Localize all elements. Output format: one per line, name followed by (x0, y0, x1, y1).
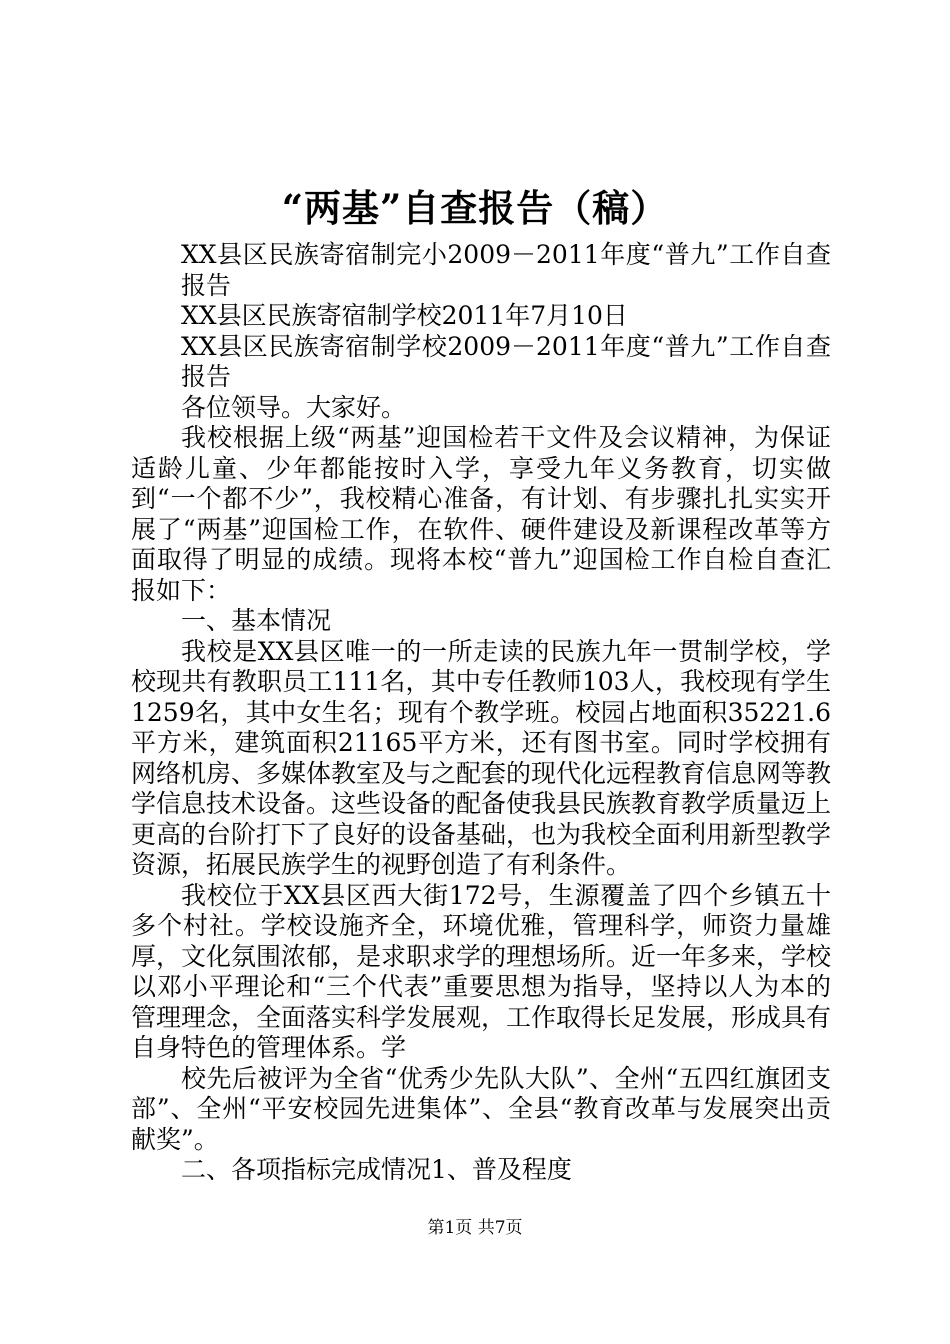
paragraph-school-location: 我校位于XX县区西大街172号，生源覆盖了四个乡镇五十多个村社。学校设施齐全，环境优雅，管理科学，师资力量雄厚，文化氛围浓郁，是求职求学的理想场所。近一年多来，学校以邓小平理论和“三个代表”重要思想为指导，坚持以人为本的管理理念，全面落实科学发展观，工作取得长足发展，形成具有自身特色的管理体系。学 (131, 880, 832, 1062)
header-line-3: XX县区民族寄宿制学校2009－2011年度“普九”工作自查报告 (181, 331, 831, 391)
section-heading-basic-info: 一、基本情况 (181, 606, 332, 635)
document-title: “两基”自查报告（稿） (281, 186, 669, 230)
page-footer: 第1页 共7页 (427, 1218, 523, 1238)
header-line-2: XX县区民族寄宿制学校2011年7月10日 (181, 301, 628, 330)
header-line-1: XX县区民族寄宿制完小2009－2011年度“普九”工作自查报告 (181, 240, 831, 300)
paragraph-school-overview: 我校是XX县区唯一的一所走读的民族九年一贯制学校，学校现共有教职员工111名，其中专任教师103人，我校现有学生1259名，其中女生名；现有个教学班。校园占地面积35221.6平方米，建筑面积21165平方米，还有图书室。同时学校拥有网络机房、多媒体教室及与之配套的现代化远程教育信息网等教学信息技术设备。这些设备的配备使我县民族教育教学质量迈上更高的台阶打下了良好的设备基础，也为我校全面利用新型教学资源，拓展民族学生的视野创造了有利条件。 (131, 636, 832, 879)
greeting-line: 各位领导。大家好。 (181, 392, 407, 422)
section-heading-indicators: 二、各项指标完成情况1、普及程度 (181, 1155, 572, 1184)
document-body (131, 240, 831, 1186)
paragraph-awards: 校先后被评为全省“优秀少先队大队”、全州“五四红旗团支部”、全州“平安校园先进集体”、全县“教育改革与发展突出贡献奖”。 (131, 1063, 831, 1154)
paragraph-intro: 我校根据上级“两基”迎国检若干文件及会议精神，为保证适龄儿童、少年都能按时入学，享受九年义务教育，切实做到“一个都不少”，我校精心准备，有计划、有步骤扎扎实实开展了“两基”迎国检工作，在软件、硬件建设及新课程改革等方面取得了明显的成绩。现将本校“普九”迎国检工作自检自查汇报如下： (131, 423, 831, 605)
